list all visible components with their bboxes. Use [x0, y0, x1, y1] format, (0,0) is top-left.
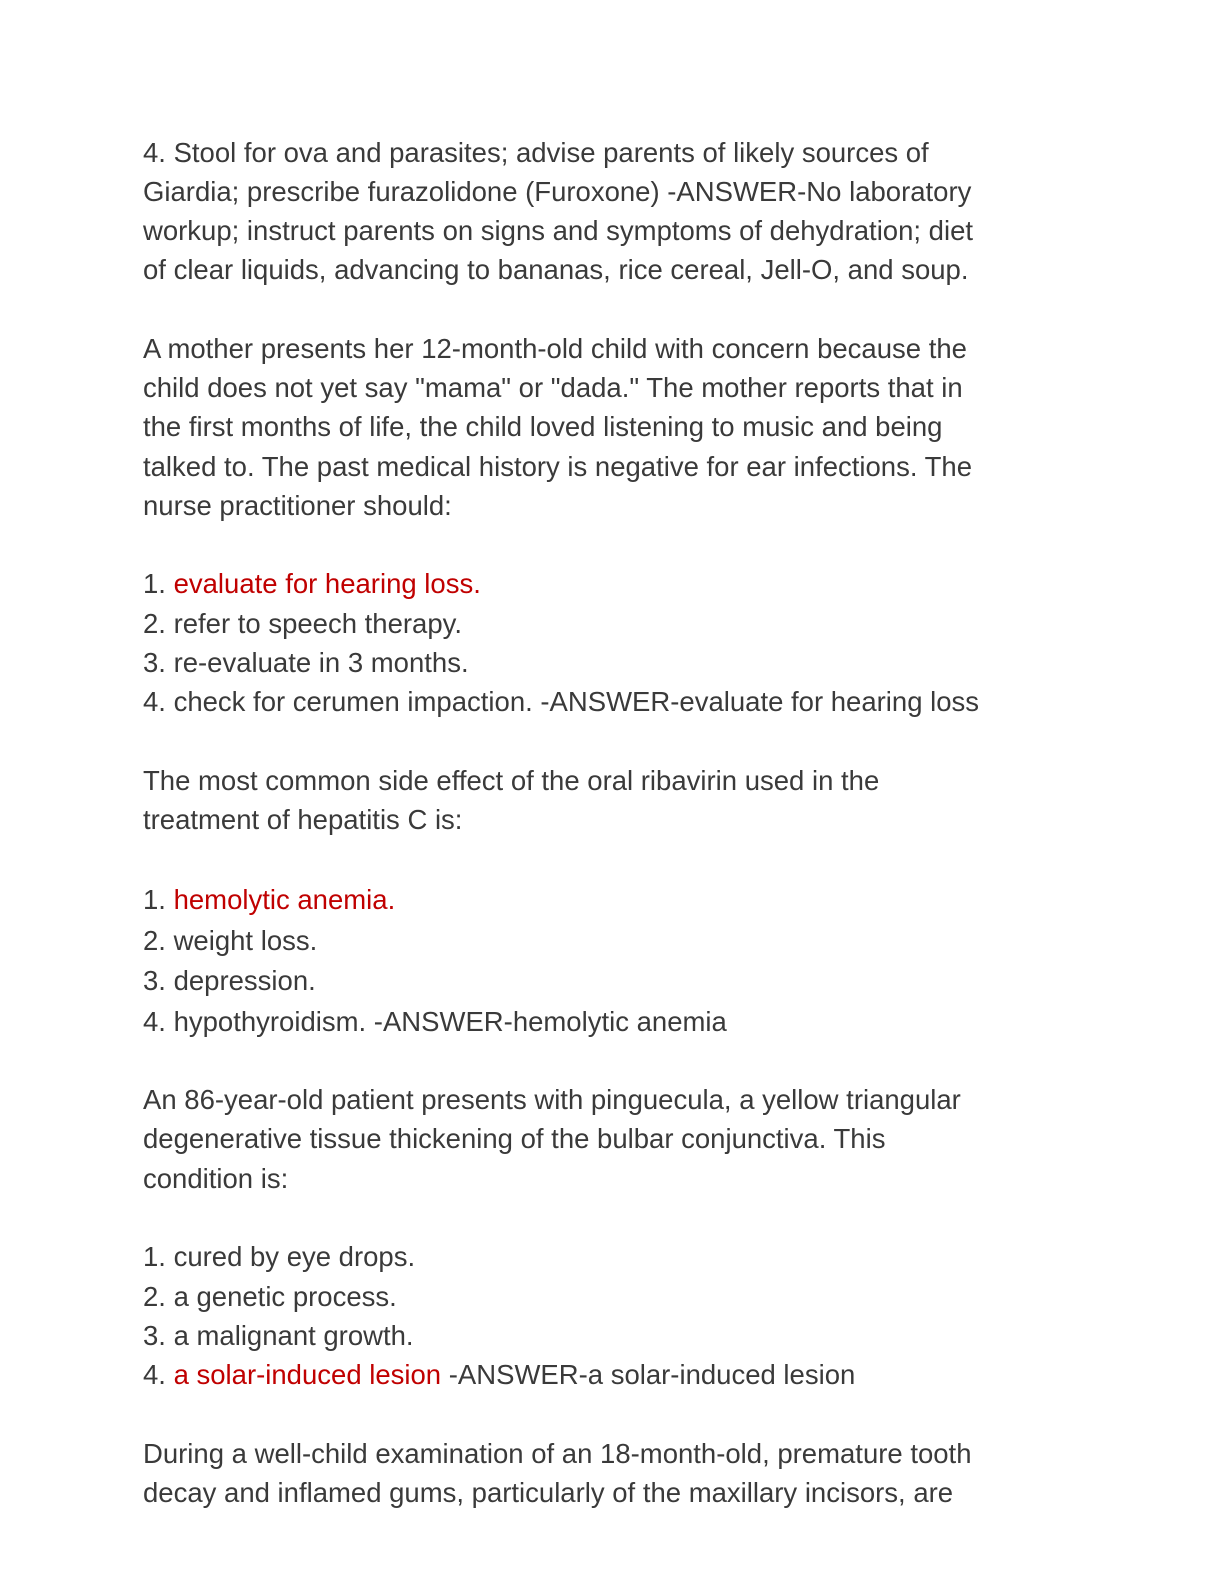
text-line — [143, 1162, 288, 1196]
text-line — [143, 410, 942, 444]
text-line — [143, 1437, 972, 1471]
text-segment: 4. check for cerumen impaction. -ANSWER-evaluate for hearing loss — [143, 686, 980, 717]
text-segment: -ANSWER-a solar-induced lesion — [441, 1359, 856, 1390]
text-segment: 2. a genetic process. — [143, 1281, 397, 1312]
highlighted-answer: hemolytic anemia. — [173, 884, 396, 915]
text-line — [143, 253, 968, 287]
text-segment: 4. Stool for ova and parasites; advise parents of likely sources of — [143, 137, 929, 168]
text-line — [143, 1358, 855, 1392]
text-line — [143, 567, 481, 601]
text-line — [143, 1083, 961, 1117]
text-segment: 3. depression. — [143, 965, 316, 996]
text-segment: condition is: — [143, 1163, 289, 1194]
text-line — [143, 214, 973, 248]
text-line — [143, 1122, 885, 1156]
text-line — [143, 1476, 953, 1510]
text-line — [143, 883, 395, 917]
text-line — [143, 646, 469, 680]
text-line — [143, 924, 317, 958]
text-line — [143, 607, 462, 641]
text-line — [143, 803, 462, 837]
text-segment: nurse practitioner should: — [143, 490, 452, 521]
text-line — [143, 136, 929, 170]
text-line — [143, 1240, 415, 1274]
text-segment: A mother presents her 12-month-old child with concern because the — [143, 333, 967, 364]
text-segment: 1. cured by eye drops. — [143, 1241, 416, 1272]
text-segment: During a well-child examination of an 18-month-old, premature tooth — [143, 1438, 972, 1469]
text-line — [143, 685, 979, 719]
text-segment: decay and inflamed gums, particularly of the maxillary incisors, are — [143, 1477, 954, 1508]
text-line — [143, 450, 972, 484]
text-segment: An 86-year-old patient presents with pinguecula, a yellow triangular — [143, 1084, 961, 1115]
text-segment: of clear liquids, advancing to bananas, rice cereal, Jell-O, and soup. — [143, 254, 969, 285]
text-segment: 3. a malignant growth. — [143, 1320, 414, 1351]
highlighted-answer: evaluate for hearing loss. — [173, 568, 481, 599]
text-segment: 4. — [143, 1359, 174, 1390]
text-line — [143, 964, 316, 998]
text-line — [143, 1319, 414, 1353]
text-segment: treatment of hepatitis C is: — [143, 804, 463, 835]
text-line — [143, 1280, 397, 1314]
text-segment: 2. weight loss. — [143, 925, 318, 956]
text-segment: 4. hypothyroidism. -ANSWER-hemolytic anemia — [143, 1006, 727, 1037]
text-segment: 1. — [143, 568, 174, 599]
text-segment: 1. — [143, 884, 174, 915]
text-segment: talked to. The past medical history is negative for ear infections. The — [143, 451, 973, 482]
text-segment: workup; instruct parents on signs and symptoms of dehydration; diet — [143, 215, 974, 246]
text-line — [143, 489, 452, 523]
text-line — [143, 332, 967, 366]
text-line — [143, 175, 971, 209]
highlighted-answer: a solar-induced lesion — [173, 1359, 442, 1390]
text-line — [143, 1005, 727, 1039]
text-segment: child does not yet say "mama" or "dada." The mother reports that in — [143, 372, 963, 403]
text-segment: 3. re-evaluate in 3 months. — [143, 647, 469, 678]
text-segment: Giardia; prescribe furazolidone (Furoxone) -ANSWER-No laboratory — [143, 176, 972, 207]
text-segment: 2. refer to speech therapy. — [143, 608, 462, 639]
text-line — [143, 764, 879, 798]
text-segment: The most common side effect of the oral ribavirin used in the — [143, 765, 880, 796]
text-segment: the first months of life, the child loved listening to music and being — [143, 411, 943, 442]
text-segment: degenerative tissue thickening of the bulbar conjunctiva. This — [143, 1123, 886, 1154]
text-line — [143, 371, 963, 405]
